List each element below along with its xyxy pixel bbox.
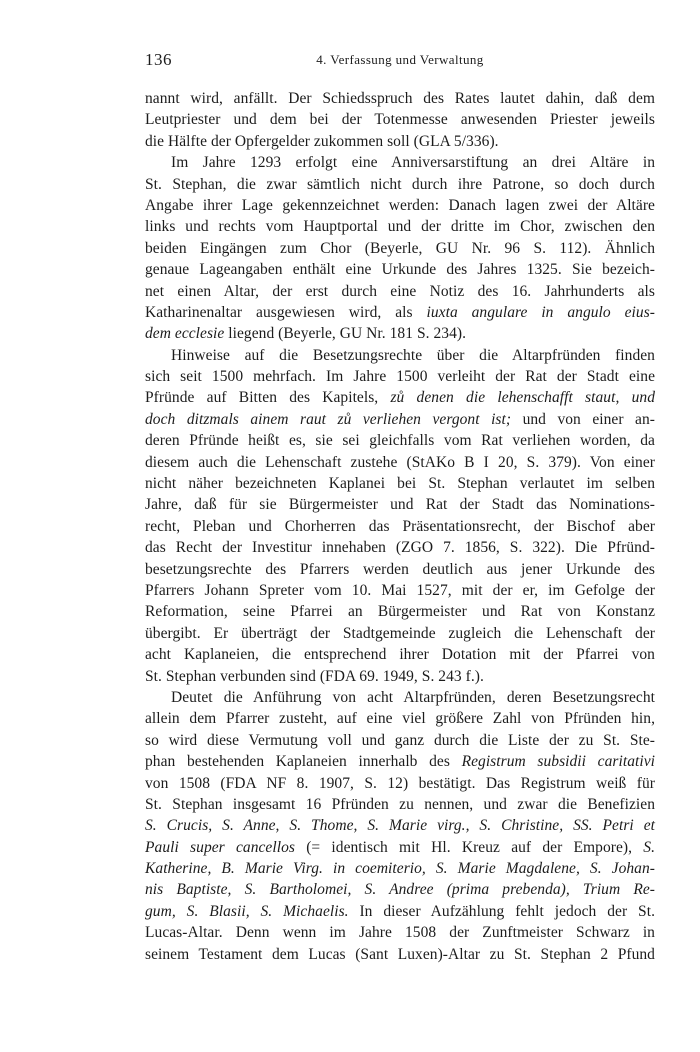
text-segment: Katharinenaltar ausgewiesen wird, als [145, 303, 427, 321]
text-line [145, 195, 655, 216]
text-segment: allein dem Pfarrer zusteht, auf eine viel größere Zahl von Pfründen hin, [145, 710, 655, 728]
text-segment: Lucas-Altar. Denn wenn im Jahre 1508 der Zunftmeister Schwarz in [145, 924, 655, 942]
text-segment: In dieser Aufzählung fehlt jedoch der St. [348, 902, 655, 920]
text-segment: links und rechts vom Hauptportal und der dritte im Chor, zwischen den [145, 218, 655, 236]
text-segment: Pfründe auf Bitten des Kapitels, [145, 389, 391, 407]
text-segment: St. Stephan verbunden sind (FDA 69. 1949, S. 243 f.). [145, 667, 484, 685]
text-line [145, 430, 655, 451]
text-segment: übergibt. Er überträgt der Stadtgemeinde zugleich die Lehenschaft der [145, 624, 655, 642]
text-line [145, 216, 655, 237]
italic-segment: iuxta angulare in angulo eius- [426, 303, 655, 321]
text-segment: und von einer an- [511, 410, 655, 428]
text-line [145, 537, 655, 558]
text-line [145, 323, 655, 344]
text-segment: sich seit 1500 mehrfach. Im Jahre 1500 verleiht der Rat der Stadt eine [145, 368, 655, 386]
text-segment: phan bestehenden Kaplaneien innerhalb des [145, 753, 462, 771]
text-segment: Reformation, seine Pfarrei an Bürgermeister und Rat von Konstanz [145, 603, 655, 621]
text-line [145, 858, 655, 879]
text-line [145, 302, 655, 323]
text-segment: nannt wird, anfällt. Der Schiedsspruch des Rates lautet dahin, daß dem [145, 90, 655, 107]
text-line [145, 773, 655, 794]
text-segment: Leutpriester und dem bei der Totenmesse anwesenden Priester jeweils [145, 111, 655, 129]
italic-segment: Katherine, B. Marie Virg. in coemiterio, S. Marie Magdalene, S. Johan- [145, 860, 655, 878]
text-line [145, 152, 655, 173]
text-segment: Deutet die Anführung von acht Altarpfründen, deren Besetzungsrecht [171, 688, 655, 706]
italic-segment: S. [643, 838, 655, 856]
text-line [145, 644, 655, 665]
text-line [145, 259, 655, 280]
italic-segment: S. Crucis, S. Anne, S. Thome, S. Marie virg., S. Christine, SS. Petri et [145, 817, 655, 835]
text-line [145, 794, 655, 815]
text-line [145, 345, 655, 366]
italic-segment: nis Baptiste, S. Bartholomei, S. Andree (prima prebenda), Trium Re- [145, 881, 655, 899]
text-line [145, 238, 655, 259]
text-line [145, 708, 655, 729]
text-segment: Hinweise auf die Besetzungsrechte über die Altarpfründen finden [171, 346, 655, 364]
text-segment: nicht näher bezeichneten Kaplanei bei St. Stephan verlautet im selben [145, 475, 655, 493]
text-segment: von 1508 (FDA NF 8. 1907, S. 12) bestätigt. Das Registrum weiß für [145, 774, 655, 792]
text-segment: net einen Altar, der erst durch eine Notiz des 16. Jahrhunderts als [145, 282, 655, 300]
text-line [145, 922, 655, 943]
text-segment: Jahre, daß für sie Bürgermeister und Rat der Stadt das Nominations- [145, 496, 655, 514]
text-segment: die Hälfte der Opfergelder zukommen soll (GLA 5/336). [145, 132, 499, 150]
text-line [145, 730, 655, 751]
text-line [145, 837, 655, 858]
text-line [145, 516, 655, 537]
text-segment: acht Kaplaneien, die entsprechend ihrer Dotation mit der Pfarrei von [145, 646, 655, 664]
page-header [145, 50, 655, 72]
text-line [145, 559, 655, 580]
text-line [145, 580, 655, 601]
body-text [145, 88, 655, 965]
text-line [145, 944, 655, 965]
text-segment: recht, Pleban und Chorherren das Präsentationsrecht, der Bischof aber [145, 517, 655, 535]
text-line [145, 131, 655, 152]
text-line [145, 815, 655, 836]
italic-segment: zů denen die lehenschafft staut, und [390, 389, 655, 407]
text-line [145, 494, 655, 515]
italic-segment: Pauli super cancellos [145, 838, 295, 856]
italic-segment: Registrum subsidii caritativi [461, 753, 655, 771]
text-line [145, 174, 655, 195]
text-line [145, 901, 655, 922]
text-line [145, 623, 655, 644]
text-line [145, 281, 655, 302]
text-line [145, 473, 655, 494]
text-line [145, 109, 655, 130]
text-segment: liegend (Beyerle, GU Nr. 181 S. 234). [224, 325, 467, 343]
text-segment: Angabe ihrer Lage gekennzeichnet werden: Danach lagen zwei der Altäre [145, 196, 655, 214]
page-number: 136 [145, 50, 172, 69]
text-segment: seinem Testament dem Lucas (Sant Luxen)-Altar zu St. Stephan 2 Pfund [145, 945, 655, 963]
text-line [145, 666, 655, 687]
text-segment: St. Stephan, die zwar sämtlich nicht durch ihre Patrone, so doch durch [145, 175, 655, 193]
text-line [145, 452, 655, 473]
text-segment: Im Jahre 1293 erfolgt eine Anniversarstiftung an drei Altäre in [171, 154, 655, 172]
text-segment: diesem auch die Lehenschaft zustehe (StAKo B I 20, S. 379). Von einer [145, 453, 655, 471]
text-line [145, 387, 655, 408]
text-segment: (= identisch mit Hl. Kreuz auf der Empore), [294, 838, 644, 856]
text-segment: genaue Lageangaben enthält eine Urkunde des Jahres 1325. Sie bezeich- [145, 261, 655, 279]
italic-segment: gum, S. Blasii, S. Michaelis. [145, 902, 349, 920]
text-segment: deren Pfründe heißt es, sie sei gleichfalls vom Rat verliehen worden, da [145, 432, 655, 450]
text-segment: besetzungsrechte des Pfarrers werden deutlich aus jener Urkunde des [145, 560, 655, 578]
text-line [145, 409, 655, 430]
text-line [145, 366, 655, 387]
italic-segment: dem ecclesie [145, 325, 225, 343]
running-title: 4. Verfassung und Verwaltung [316, 52, 484, 67]
text-line [145, 751, 655, 772]
italic-segment: doch ditzmals ainem raut zů verliehen vergont ist; [145, 410, 512, 428]
text-segment: Pfarrers Johann Spreter vom 10. Mai 1527, mit der er, im Gefolge der [145, 581, 655, 599]
text-line [145, 687, 655, 708]
text-segment: das Recht der Investitur innehaben (ZGO 7. 1856, S. 322). Die Pfründ- [145, 539, 655, 557]
text-line [145, 601, 655, 622]
text-segment: St. Stephan insgesamt 16 Pfründen zu nennen, und zwar die Benefizien [145, 795, 655, 813]
text-segment: beiden Eingängen zum Chor (Beyerle, GU Nr. 96 S. 112). Ähnlich [145, 239, 655, 257]
text-line [145, 88, 655, 109]
text-segment: so wird diese Vermutung voll und ganz durch die Liste der zu St. Ste- [145, 731, 655, 749]
text-line [145, 879, 655, 900]
